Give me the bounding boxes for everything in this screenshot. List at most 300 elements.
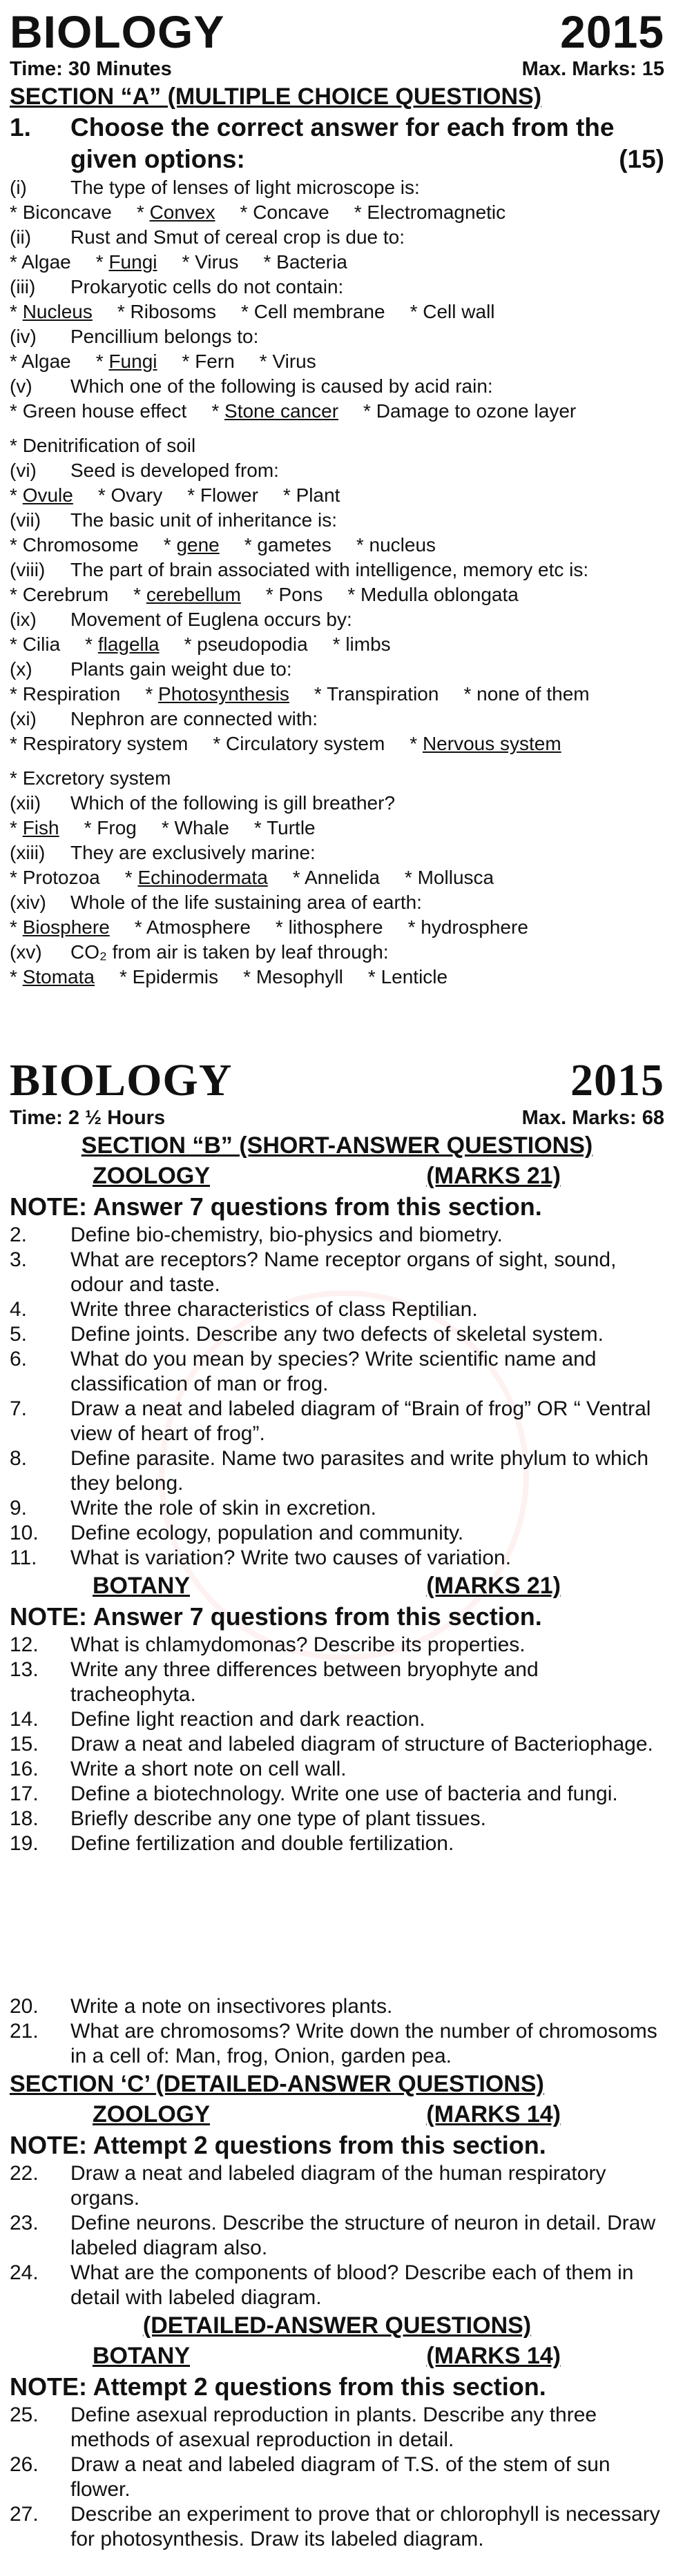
option-text: Whale [174, 817, 229, 838]
option-bullet: * [404, 867, 418, 888]
mcq-option [213, 731, 385, 756]
question-text: Write any three differences between bryophyte and tracheophyta. [70, 1658, 539, 1706]
mcq-option [410, 299, 495, 324]
mcq-option [244, 533, 331, 558]
mcq-item [10, 175, 664, 200]
option-text: Cilia [22, 633, 61, 655]
option-text: Bacteria [276, 251, 347, 273]
detailed-answer-paper [10, 1994, 664, 2552]
option-text: Circulatory system [226, 733, 385, 754]
mcq-item [10, 324, 664, 349]
section-c-title: SECTION ‘C’ (DETAILED-ANSWER QUESTIONS) [10, 2071, 544, 2097]
question-text: Define parasite. Name two parasites and write phylum to which they belong. [70, 1447, 649, 1495]
mcq-question: The basic unit of inheritance is: [70, 509, 337, 531]
mcq-option [260, 349, 316, 374]
question-number: 22. [10, 2162, 39, 2185]
question-item [10, 1347, 664, 1397]
option-bullet: * [10, 251, 22, 273]
question-item [10, 2211, 664, 2261]
option-text: Medulla oblongata [360, 584, 519, 605]
question-text: Define a biotechnology. Write one use of bacteria and fungi. [70, 1782, 618, 1805]
question-number: 12. [10, 1633, 39, 1656]
mcq-option [363, 399, 576, 424]
question-text: Define fertilization and double fertilization. [70, 1832, 454, 1855]
mcq-question: The part of brain associated with intelligence, memory etc is: [70, 559, 589, 580]
botany-marks: (MARKS 14) [426, 2343, 561, 2369]
question-item [10, 1633, 664, 1658]
mcq-option [133, 582, 241, 607]
mcq-option [10, 682, 120, 707]
option-text: Respiration [22, 683, 121, 705]
mcq-question: The type of lenses of light microscope is: [70, 177, 420, 198]
mcq-option [10, 399, 186, 424]
option-text: pseudopodia [197, 633, 308, 655]
mcq-item [10, 508, 664, 533]
mcq-options [10, 865, 664, 890]
question-number: 15. [10, 1733, 39, 1756]
question-number: 23. [10, 2212, 39, 2234]
botany-note: NOTE: Answer 7 questions from this section. [10, 1602, 542, 1631]
option-bullet: * [119, 966, 133, 987]
question-text: Define ecology, population and community. [70, 1522, 464, 1544]
mcq-item [10, 657, 664, 682]
option-text: Pons [278, 584, 323, 605]
question-number: 8. [10, 1447, 28, 1470]
mcq-item [10, 275, 664, 299]
mcq-question: Which one of the following is caused by acid rain: [70, 375, 493, 397]
mcq-question: Plants gain weight due to: [70, 658, 292, 680]
question-text: What are the components of blood? Describe each of them in detail with labeled diagram. [70, 2261, 634, 2309]
mcq-item [10, 890, 664, 915]
option-text: Green house effect [22, 400, 187, 422]
mcq-option [10, 816, 59, 840]
question-number: 5. [10, 1323, 28, 1346]
option-bullet: * [117, 301, 131, 322]
question-number: 10. [10, 1522, 39, 1544]
option-text: lithosphere [288, 916, 383, 938]
mcq-option [10, 349, 71, 374]
botany-marks: (MARKS 21) [426, 1573, 561, 1599]
mcq-option [184, 632, 308, 657]
correct-option: Stone cancer [224, 400, 339, 422]
mcq-option [243, 965, 343, 990]
option-text: Frog [97, 817, 137, 838]
max-marks-label: Max. Marks: 68 [521, 1107, 664, 1129]
option-text: Fern [195, 351, 235, 372]
mcq-question: Seed is developed from: [70, 460, 279, 481]
correct-option: Fish [22, 817, 59, 838]
mcq-option [10, 582, 108, 607]
question-number: 9. [10, 1497, 28, 1520]
mcq-option [187, 483, 258, 508]
question-text: Draw a neat and labeled diagram of the human respiratory organs. [70, 2162, 606, 2210]
question-number: 27. [10, 2503, 39, 2526]
option-text: hydrosphere [421, 916, 528, 938]
mcq-option [182, 349, 235, 374]
section-a-title: SECTION “A” (MULTIPLE CHOICE QUESTIONS) [10, 83, 542, 110]
correct-option: Nucleus [22, 301, 93, 322]
question-number: 6. [10, 1348, 28, 1370]
question-number: 3. [10, 1248, 28, 1271]
mcq-question: Whole of the life sustaining area of earth: [70, 892, 422, 913]
year-title: 2015 [560, 6, 664, 57]
option-bullet: * [85, 633, 98, 655]
mcq-item [10, 791, 664, 816]
zoology-label: ZOOLOGY [93, 2101, 210, 2127]
mcq-item [10, 558, 664, 582]
zoology-heading [10, 1161, 664, 1191]
question-number: 25. [10, 2403, 39, 2426]
year-title: 2015 [570, 1055, 664, 1105]
option-bullet: * [84, 817, 97, 838]
mcq-options [10, 299, 664, 324]
question-text: What do you mean by species? Write scientific name and classification of man or frog. [70, 1348, 597, 1395]
question-item [10, 1546, 664, 1571]
mcq-option [354, 200, 506, 225]
question-number: 16. [10, 1758, 39, 1780]
question-number: 13. [10, 1658, 39, 1681]
question-number: 18. [10, 1807, 39, 1830]
question-text: Draw a neat and labeled diagram of “Brain of frog” OR “ Ventral view of heart of frog”. [70, 1397, 651, 1445]
option-bullet: * [314, 683, 327, 705]
mcq-option [10, 965, 95, 990]
option-bullet: * [10, 435, 23, 456]
mcq-number: (vi) [10, 460, 37, 481]
option-bullet: * [463, 683, 477, 705]
question-number: 4. [10, 1298, 28, 1321]
mcq-option [96, 349, 157, 374]
option-bullet: * [182, 251, 195, 273]
correct-option: gene [176, 534, 220, 555]
mcq-option [10, 483, 73, 508]
mcq-option [98, 483, 162, 508]
correct-option: Stomata [22, 966, 95, 987]
option-bullet: * [265, 584, 279, 605]
option-bullet: * [354, 201, 367, 223]
option-bullet: * [187, 484, 200, 506]
option-text: Virus [195, 251, 239, 273]
option-text: gametes [257, 534, 331, 555]
subject-title: BIOLOGY [10, 1055, 233, 1105]
mcq-option [84, 816, 137, 840]
option-bullet: * [161, 817, 175, 838]
option-text: Protozoa [22, 867, 100, 888]
mcq-option [211, 399, 338, 424]
mcq-number: (xiv) [10, 892, 46, 913]
mcq-option [293, 865, 380, 890]
mcq-option [283, 483, 340, 508]
question-number: 2. [10, 1223, 28, 1246]
mcq-option [10, 915, 110, 940]
question-text: Define joints. Describe any two defects of skeletal system. [70, 1323, 604, 1346]
mcq-options [10, 731, 664, 791]
paper-header [10, 1056, 664, 1105]
option-text: Chromosome [22, 534, 139, 555]
option-text: Respiratory system [22, 733, 189, 754]
mcq-option [263, 250, 347, 275]
question-text: What are chromosoms? Write down the number of chromosoms in a cell of: Man, frog, Onion, garden pea. [70, 2020, 657, 2067]
mcq-option [368, 965, 447, 990]
mcq-number: (xv) [10, 941, 42, 963]
question-item [10, 1248, 664, 1297]
question-text: What is variation? Write two causes of variation. [70, 1546, 512, 1569]
option-text: Concave [253, 201, 329, 223]
correct-option: Photosynthesis [158, 683, 289, 705]
mcq-options [10, 915, 664, 940]
zoology-label: ZOOLOGY [93, 1163, 210, 1189]
question-item [10, 2403, 664, 2452]
mcq-option [85, 632, 159, 657]
mcq-option [10, 433, 195, 458]
question-text: What is chlamydomonas? Describe its properties. [70, 1633, 526, 1656]
mcq-options [10, 250, 664, 275]
question-number: 14. [10, 1708, 39, 1731]
correct-option: Biosphere [22, 916, 110, 938]
correct-option: cerebellum [146, 584, 241, 605]
option-bullet: * [10, 584, 23, 605]
mcq-option [347, 582, 519, 607]
mcq-item [10, 225, 664, 250]
option-bullet: * [134, 916, 146, 938]
question-number: 17. [10, 1782, 39, 1805]
mcq-option [10, 632, 60, 657]
option-text: Ribosoms [130, 301, 217, 322]
time-marks-row [10, 57, 664, 81]
option-bullet: * [10, 351, 22, 372]
option-text: Cell wall [423, 301, 495, 322]
mcq-question: Pencillium belongs to: [70, 326, 259, 347]
option-bullet: * [243, 966, 256, 987]
option-bullet: * [10, 817, 23, 838]
question-item [10, 1322, 664, 1347]
option-bullet: * [163, 534, 177, 555]
zoology-note: NOTE: Attempt 2 questions from this section. [10, 2131, 546, 2159]
mcq-question: Nephron are connected with: [70, 708, 318, 729]
mcq-options [10, 582, 664, 607]
mcq-item [10, 458, 664, 483]
question-text: Draw a neat and labeled diagram of T.S. of the stem of sun flower. [70, 2453, 610, 2501]
zoology-heading [10, 2099, 664, 2130]
option-bullet: * [10, 916, 23, 938]
option-bullet: * [10, 767, 23, 789]
mcq-question: Which of the following is gill breather? [70, 792, 396, 814]
option-bullet: * [263, 251, 277, 273]
botany-question-list-continued [10, 1994, 664, 2069]
mcq-number: (ix) [10, 609, 37, 630]
mcq-number: (xi) [10, 708, 37, 729]
botany-question-list [10, 2403, 664, 2552]
zoology-question-list [10, 2161, 664, 2310]
question-text: Define bio-chemistry, bio-physics and biometry. [70, 1223, 503, 1246]
botany-heading [10, 2341, 664, 2371]
question-text: Write three characteristics of class Reptilian. [70, 1298, 478, 1321]
mcq-option [463, 682, 589, 707]
section-c-subtitle: (DETAILED-ANSWER QUESTIONS) [142, 2312, 532, 2339]
option-text: Lenticle [381, 966, 448, 987]
mcq-option [266, 582, 323, 607]
option-text: Atmosphere [146, 916, 251, 938]
mcq-options [10, 682, 664, 707]
mcq-option [145, 682, 289, 707]
mcq-item [10, 707, 664, 731]
question-text: Briefly describe any one type of plant tissues. [70, 1807, 486, 1830]
botany-label: BOTANY [93, 1573, 191, 1599]
option-bullet: * [275, 916, 289, 938]
botany-note: NOTE: Attempt 2 questions from this section. [10, 2372, 546, 2401]
mcq-options [10, 632, 664, 657]
mcq-number: (vii) [10, 509, 41, 531]
option-bullet: * [347, 584, 361, 605]
mcq-question: Movement of Euglena occurs by: [70, 609, 352, 630]
question-item [10, 1732, 664, 1757]
mcq-option [254, 816, 316, 840]
mcq-option [135, 915, 251, 940]
option-bullet: * [182, 351, 195, 372]
option-text: Mollusca [417, 867, 494, 888]
mcq-option [10, 250, 71, 275]
option-bullet: * [133, 584, 146, 605]
question-item [10, 2502, 664, 2552]
mcq-options [10, 399, 664, 458]
option-bullet: * [10, 484, 23, 506]
question-number: 20. [10, 1995, 39, 2018]
question-item [10, 2161, 664, 2211]
option-text: Algae [21, 251, 71, 273]
mcq-options [10, 533, 664, 558]
option-bullet: * [410, 733, 423, 754]
mcq-question: CO₂ from air is taken by leaf through: [70, 941, 389, 963]
mcq-options [10, 483, 664, 508]
time-label: Time: 30 Minutes [10, 58, 172, 80]
correct-option: Convex [149, 201, 215, 223]
mcq-number: (iii) [10, 276, 36, 297]
mcq-options [10, 200, 664, 225]
option-text: Algae [21, 351, 71, 372]
mcq-item [10, 374, 664, 399]
mcq-option [405, 865, 494, 890]
option-text: Transpiration [327, 683, 439, 705]
option-text: Annelida [304, 867, 380, 888]
mcq-option [410, 731, 561, 756]
option-bullet: * [95, 251, 109, 273]
option-bullet: * [367, 966, 381, 987]
mcq-option [314, 682, 439, 707]
question-text: Define neurons. Describe the structure of neuron in detail. Draw labeled diagram also. [70, 2212, 656, 2259]
mcq-options [10, 965, 664, 990]
option-text: Flower [200, 484, 258, 506]
correct-option: flagella [97, 633, 160, 655]
option-text: none of them [476, 683, 590, 705]
mcq-question: Rust and Smut of cereal crop is due to: [70, 226, 405, 248]
option-text: nucleus [369, 534, 436, 555]
mcq-number: (viii) [10, 559, 46, 580]
mcq-option [164, 533, 220, 558]
option-bullet: * [124, 867, 138, 888]
mcq-question: They are exclusively marine: [70, 842, 316, 863]
mcq-item [10, 840, 664, 865]
question-item [10, 2019, 664, 2069]
mcq-list [10, 175, 664, 990]
zoology-question-list [10, 1223, 664, 1571]
correct-option: Ovule [22, 484, 73, 506]
option-bullet: * [363, 400, 376, 422]
mcq-option [10, 200, 112, 225]
mcq-number: (x) [10, 658, 32, 680]
question-number: 11. [10, 1546, 37, 1569]
zoology-marks: (MARKS 14) [426, 2101, 561, 2127]
correct-option: Fungi [108, 251, 157, 273]
question-marks: (15) [619, 145, 664, 173]
question-number: 7. [10, 1397, 28, 1420]
option-bullet: * [253, 817, 267, 838]
botany-heading [10, 1571, 664, 1601]
mcq-option [10, 533, 139, 558]
zoology-note: NOTE: Answer 7 questions from this section. [10, 1192, 542, 1221]
option-bullet: * [332, 633, 346, 655]
question-item [10, 1807, 664, 1831]
question-item [10, 1782, 664, 1807]
mcq-option [240, 200, 329, 225]
mcq-option [356, 533, 436, 558]
mcq-option [10, 731, 188, 756]
option-bullet: * [136, 201, 150, 223]
option-text: Biconcave [22, 201, 112, 223]
option-bullet: * [292, 867, 305, 888]
question-number: 1. [10, 113, 31, 141]
mcq-option [241, 299, 385, 324]
correct-option: Echinodermata [137, 867, 268, 888]
question-text: Write a note on insectivores plants. [70, 1995, 393, 2018]
zoology-marks: (MARKS 21) [426, 1163, 561, 1189]
question-text: Write a short note on cell wall. [70, 1758, 347, 1780]
mcq-option [119, 965, 218, 990]
question-item [10, 1831, 664, 1856]
mcq-option [408, 915, 528, 940]
mcq-option [10, 766, 171, 791]
option-bullet: * [10, 633, 23, 655]
option-bullet: * [184, 633, 198, 655]
mcq-item [10, 940, 664, 965]
time-marks-row [10, 1105, 664, 1130]
mcq-options [10, 349, 664, 374]
option-bullet: * [10, 201, 23, 223]
question-item [10, 2261, 664, 2310]
option-bullet: * [10, 534, 23, 555]
option-text: Excretory system [22, 767, 171, 789]
mcq-number: (iv) [10, 326, 37, 347]
option-bullet: * [241, 301, 254, 322]
option-bullet: * [97, 484, 111, 506]
question-item [10, 2452, 664, 2502]
mcq-option [276, 915, 383, 940]
time-label: Time: 2 ½ Hours [10, 1107, 166, 1129]
mcq-option [333, 632, 391, 657]
mcq-number: (i) [10, 177, 27, 198]
subject-title: BIOLOGY [10, 6, 225, 57]
section-b-title: SECTION “B” (SHORT-ANSWER QUESTIONS) [81, 1132, 593, 1159]
mcq-number: (xiii) [10, 842, 46, 863]
mcq-option [10, 865, 100, 890]
option-bullet: * [244, 534, 258, 555]
paper-header [10, 7, 664, 57]
option-text: Cell membrane [253, 301, 385, 322]
question-item [10, 1397, 664, 1446]
option-bullet: * [10, 301, 23, 322]
question-item [10, 1757, 664, 1782]
option-bullet: * [95, 351, 109, 372]
question-item [10, 1496, 664, 1521]
question-text: Choose the correct answer for each from the given options: [70, 113, 615, 173]
